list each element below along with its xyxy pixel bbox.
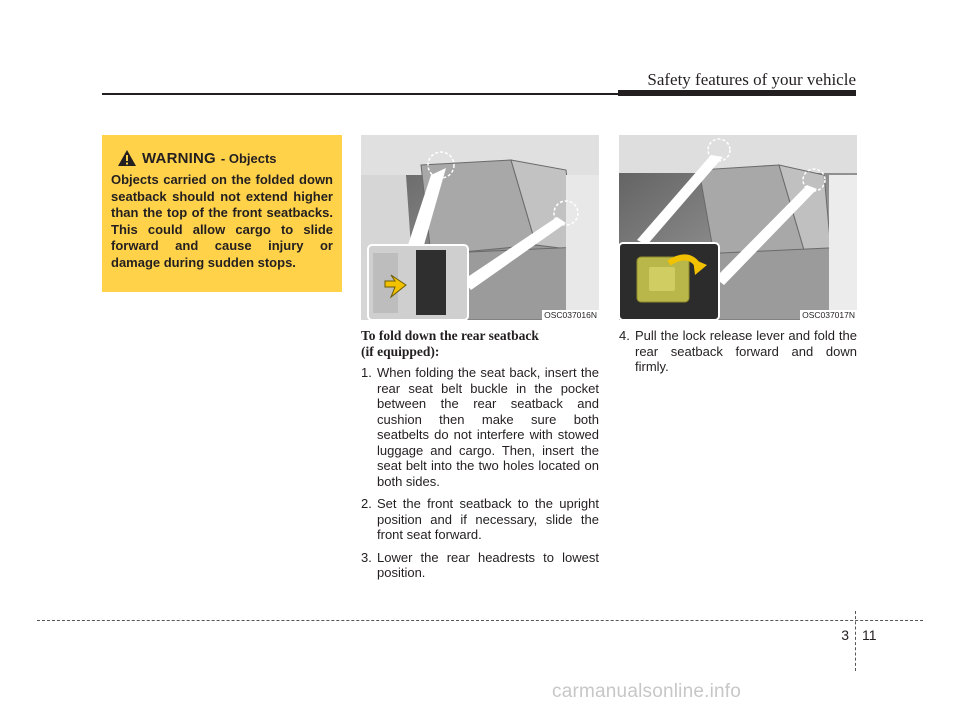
step-number: 4. (619, 328, 630, 343)
header-rule-accent (618, 90, 856, 96)
step-number: 2. (361, 496, 372, 511)
figure-code: OSC037016N (544, 310, 597, 320)
warning-subtitle: - Objects (220, 150, 277, 166)
warning-box (102, 135, 342, 292)
rear-seat-illustration (361, 135, 599, 320)
step-text: Set the front seatback to the upright position and if necessary, slide the front seat forward. (377, 496, 599, 542)
rear-seat-lever-figure (619, 135, 857, 320)
rear-seat-lever-illustration (619, 135, 857, 320)
footer-divider (37, 620, 923, 621)
step-item (361, 496, 599, 543)
step-number: 3. (361, 549, 372, 565)
warning-body: Objects carried on the folded down seatback should not extend higher than the top of the front seatbacks. This could allow cargo to slide forward and cause injury or damage during sudden stops. (111, 172, 333, 270)
rear-seat-belt-figure (361, 135, 599, 320)
page-number: 11 (862, 627, 877, 643)
warning-header (117, 149, 333, 167)
instructions-column (361, 328, 599, 588)
section-title: Safety features of your vehicle (647, 70, 856, 89)
step-item (619, 328, 857, 375)
figure-caption (361, 310, 599, 320)
chapter-number: 3 (841, 627, 849, 643)
step-item (361, 550, 599, 581)
section-heading: To fold down the rear seatback (if equipped): (361, 328, 539, 359)
figure-code: OSC037017N (802, 310, 855, 320)
warning-triangle-icon (117, 149, 137, 167)
instructions-continued-column (619, 328, 857, 382)
step-text: Lower the rear headrests to lowest position. (377, 549, 599, 580)
step-number: 1. (361, 365, 372, 380)
step-text: When folding the seat back, insert the rear seat belt buckle in the pocket between the rear seatback and cushion then make sure both seatbelts do not interfere with stowed luggage and cargo. Then, insert the seat belt into the two holes located on both sides. (377, 365, 599, 489)
step-text: Pull the lock release lever and fold the rear seatback forward and down firmly. (635, 328, 857, 374)
warning-title: WARNING (142, 149, 216, 167)
figure-caption (619, 310, 857, 320)
step-item (361, 365, 599, 489)
footer-vertical-divider (855, 611, 856, 671)
watermark: carmanualsonline.info (552, 681, 742, 702)
